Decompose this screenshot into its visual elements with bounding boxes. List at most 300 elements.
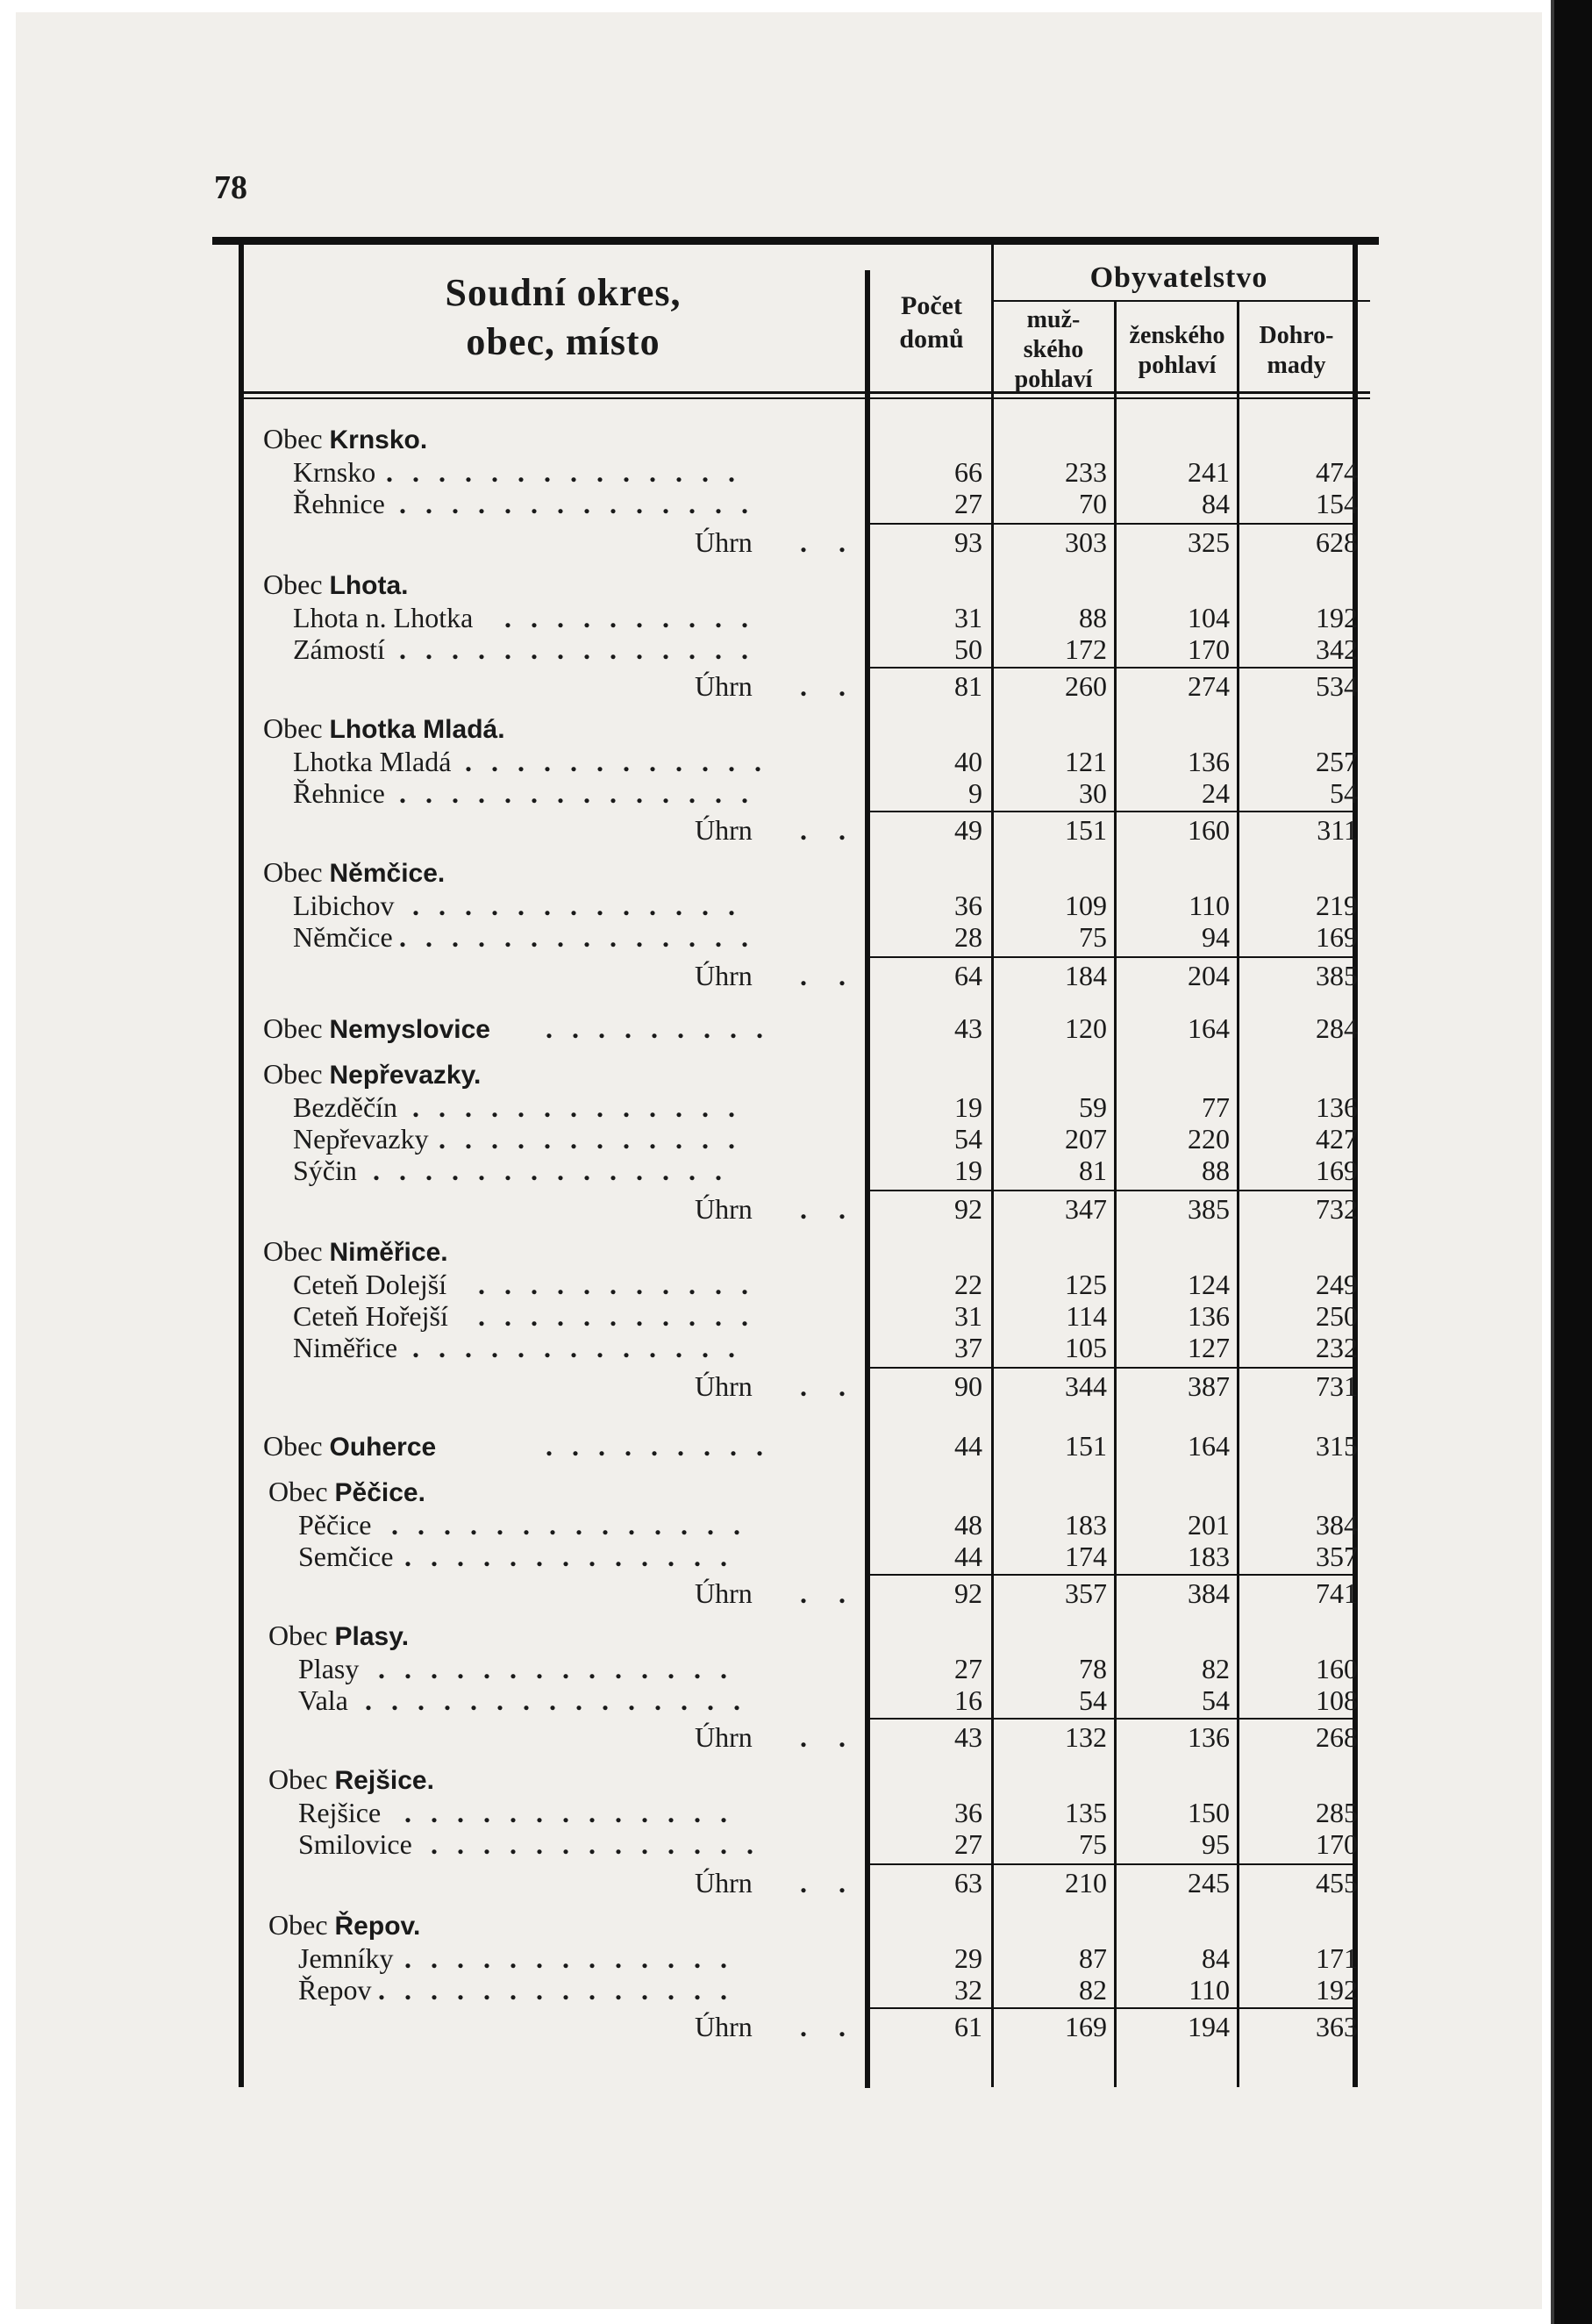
cell-value: 151 [1065, 1430, 1107, 1462]
header-bottom-rule [239, 391, 1370, 394]
place-name: Sýčin [293, 1155, 357, 1186]
cell-value: 104 [1188, 602, 1230, 633]
cell-value: 150 [1188, 1797, 1230, 1828]
cell-value: 172 [1065, 633, 1107, 665]
header-female [1117, 321, 1237, 381]
leader-dots: . . . . . . . . . . [504, 602, 754, 633]
cell-value: 92 [954, 1193, 982, 1225]
cell-value: 170 [1316, 1828, 1358, 1860]
cell-value: 30 [1079, 777, 1107, 809]
cell-value: 114 [1066, 1300, 1107, 1332]
cell-value: 44 [954, 1430, 982, 1462]
obec-name: Plasy. [334, 1622, 410, 1651]
header-houses-line1: Počet [901, 291, 962, 320]
cell-value: 164 [1188, 1012, 1230, 1044]
obec-label [268, 1763, 434, 1797]
table-row [230, 777, 1379, 809]
table-row [230, 1269, 1379, 1300]
cell-value: 220 [1188, 1123, 1230, 1155]
obec-name: Rejšice. [334, 1766, 434, 1795]
cell-value: 127 [1188, 1332, 1230, 1363]
cell-value: 731 [1316, 1370, 1358, 1402]
cell-value: 219 [1316, 890, 1358, 921]
table-row [230, 1541, 1379, 1572]
cell-value: 207 [1065, 1123, 1107, 1155]
place-name: Vala [298, 1684, 348, 1716]
obec-name: Lhota. [329, 571, 409, 600]
cell-value: 19 [954, 1091, 982, 1123]
table-row-obec-heading [230, 1058, 1379, 1090]
cell-value: 37 [954, 1332, 982, 1363]
obec-prefix: Obec [268, 1620, 335, 1651]
table-row-obec-heading [230, 856, 1379, 888]
cell-value: 387 [1188, 1370, 1230, 1402]
header-female-line2: pohlaví [1138, 352, 1217, 379]
cell-value: 474 [1316, 456, 1358, 488]
sum-rule [865, 811, 1358, 812]
cell-value: 59 [1079, 1091, 1107, 1123]
leader-dots: . . . . . . . . . . . . . . . [365, 1684, 746, 1716]
table-row-sum [230, 1721, 1379, 1753]
sum-label: Úhrn [695, 1370, 753, 1402]
cell-value: 70 [1079, 488, 1107, 519]
header-population-group: Obyvatelstvo [1089, 261, 1268, 294]
cell-value: 303 [1065, 526, 1107, 558]
cell-value: 132 [1065, 1721, 1107, 1753]
table-row-obec-heading [230, 712, 1379, 744]
leader-dots: . . . . . . . . . . . . . [431, 1828, 760, 1860]
table-row [230, 890, 1379, 921]
cell-value: 36 [954, 890, 982, 921]
cell-value: 183 [1188, 1541, 1230, 1572]
table-row-sum [230, 1867, 1379, 1899]
table-row [230, 746, 1379, 777]
table-row [230, 1332, 1379, 1363]
cell-value: 315 [1316, 1430, 1358, 1462]
cell-value: 135 [1065, 1797, 1107, 1828]
leader-dots: . . [800, 1193, 858, 1225]
place-name: Ceteň Hořejší [293, 1300, 448, 1332]
obec-label [263, 1430, 436, 1463]
cell-value: 170 [1188, 633, 1230, 665]
cell-value: 232 [1316, 1332, 1358, 1363]
cell-value: 250 [1316, 1300, 1358, 1332]
cell-value: 628 [1316, 526, 1358, 558]
table-row-sum [230, 670, 1379, 702]
cell-value: 22 [954, 1269, 982, 1300]
table-row [230, 1091, 1379, 1123]
cell-value: 233 [1065, 456, 1107, 488]
table-row-sum [230, 1193, 1379, 1225]
cell-value: 27 [954, 488, 982, 519]
table-row-obec-heading [230, 568, 1379, 600]
leader-dots: . . [800, 2011, 858, 2042]
cell-value: 121 [1065, 746, 1107, 777]
cell-value: 108 [1316, 1684, 1358, 1716]
obec-label [263, 856, 445, 890]
cell-value: 31 [954, 602, 982, 633]
cell-value: 136 [1188, 1721, 1230, 1753]
leader-dots: . . . . . . . . . . . . . . [373, 1155, 728, 1186]
cell-value: 344 [1065, 1370, 1107, 1402]
cell-value: 260 [1065, 670, 1107, 702]
cell-value: 164 [1188, 1430, 1230, 1462]
cell-value: 9 [968, 777, 982, 809]
leader-dots: . . . . . . . . . . . [478, 1300, 754, 1332]
cell-value: 110 [1189, 1974, 1230, 2006]
header-location [256, 268, 870, 367]
table-row [230, 1123, 1379, 1155]
obec-prefix: Obec [263, 1058, 330, 1090]
cell-value: 49 [954, 814, 982, 846]
cell-value: 347 [1065, 1193, 1107, 1225]
obec-name: Krnsko. [329, 425, 428, 454]
obec-prefix: Obec [263, 1235, 330, 1267]
place-name: Pěčice [298, 1509, 372, 1541]
cell-value: 184 [1065, 960, 1107, 991]
cell-value: 385 [1316, 960, 1358, 991]
cell-value: 274 [1188, 670, 1230, 702]
cell-value: 105 [1065, 1332, 1107, 1363]
cell-value: 88 [1202, 1155, 1230, 1186]
sum-label: Úhrn [695, 960, 753, 991]
leader-dots: . . . . . . . . . . . . . . [399, 777, 754, 809]
obec-prefix: Obec [263, 423, 330, 454]
cell-value: 32 [954, 1974, 982, 2006]
cell-value: 363 [1316, 2011, 1358, 2042]
cell-value: 43 [954, 1012, 982, 1044]
cell-value: 63 [954, 1867, 982, 1899]
place-name: Libichov [293, 890, 395, 921]
leader-dots: . . . . . . . . . . . . . [404, 1541, 733, 1572]
header-location-line1: Soudní okres, [445, 271, 682, 314]
cell-value: 210 [1065, 1867, 1107, 1899]
header-location-line2: obec, místo [466, 320, 660, 363]
cell-value: 245 [1188, 1867, 1230, 1899]
place-name: Nepřevazky [293, 1123, 429, 1155]
obec-label [263, 423, 427, 456]
place-name: Lhotka Mladá [293, 746, 452, 777]
cell-value: 741 [1316, 1577, 1358, 1609]
leader-dots: . . [800, 1867, 858, 1899]
place-name: Řehnice [293, 488, 385, 519]
cell-value: 194 [1188, 2011, 1230, 2042]
cell-value: 90 [954, 1370, 982, 1402]
obec-name: Řepov. [334, 1912, 421, 1941]
cell-value: 75 [1079, 1828, 1107, 1860]
cell-value: 87 [1079, 1942, 1107, 1974]
cell-value: 31 [954, 1300, 982, 1332]
obec-label [263, 712, 505, 746]
leader-dots: . . . . . . . . . . . . . [404, 1942, 733, 1974]
place-name: Lhota n. Lhotka [293, 602, 474, 633]
cell-value: 124 [1188, 1269, 1230, 1300]
cell-value: 66 [954, 456, 982, 488]
leader-dots: . . . . . . . . . . . . . . [399, 633, 754, 665]
cell-value: 110 [1189, 890, 1230, 921]
leader-dots: . . [800, 814, 858, 846]
cell-value: 249 [1316, 1269, 1358, 1300]
cell-value: 75 [1079, 921, 1107, 953]
cell-value: 54 [954, 1123, 982, 1155]
cell-value: 136 [1188, 746, 1230, 777]
obec-prefix: Obec [263, 1430, 330, 1462]
scan-edge [1551, 0, 1592, 2324]
table-row [230, 456, 1379, 488]
leader-dots: . . [800, 670, 858, 702]
cell-value: 82 [1079, 1974, 1107, 2006]
top-rule [212, 237, 1379, 245]
leader-dots: . . . . . . . . . . . . . . [378, 1653, 733, 1684]
table-row-obec-heading [230, 1620, 1379, 1651]
table-row-obec-heading [230, 1235, 1379, 1267]
place-name: Řehnice [293, 777, 385, 809]
cell-value: 136 [1188, 1300, 1230, 1332]
sum-label: Úhrn [695, 1721, 753, 1753]
obec-label [263, 568, 409, 602]
cell-value: 384 [1188, 1577, 1230, 1609]
place-name: Plasy [298, 1653, 360, 1684]
cell-value: 183 [1065, 1509, 1107, 1541]
cell-value: 64 [954, 960, 982, 991]
cell-value: 169 [1065, 2011, 1107, 2042]
leader-dots: . . . . . . . . . . . . . [404, 1797, 733, 1828]
cell-value: 169 [1316, 1155, 1358, 1186]
obec-prefix: Obec [263, 568, 330, 600]
place-name: Řepov [298, 1974, 372, 2006]
cell-value: 54 [1079, 1684, 1107, 1716]
sum-rule [865, 1574, 1358, 1576]
table-row-obec-single [230, 1430, 1379, 1462]
table-row-sum [230, 1370, 1379, 1402]
cell-value: 16 [954, 1684, 982, 1716]
cell-value: 93 [954, 526, 982, 558]
place-name: Niměřice [293, 1332, 398, 1363]
cell-value: 95 [1202, 1828, 1230, 1860]
header-houses [874, 290, 989, 356]
cell-value: 384 [1316, 1509, 1358, 1541]
table-row-obec-heading [230, 1476, 1379, 1507]
leader-dots: . . . . . . . . . [546, 1430, 769, 1462]
leader-dots: . . . . . . . . . . . . . . [391, 1509, 746, 1541]
cell-value: 40 [954, 746, 982, 777]
obec-label [268, 1909, 420, 1942]
table-row [230, 1300, 1379, 1332]
obec-label [268, 1476, 425, 1509]
leader-dots: . . [800, 1577, 858, 1609]
table-row [230, 488, 1379, 519]
sum-rule [865, 956, 1358, 958]
cell-value: 48 [954, 1509, 982, 1541]
leader-dots: . . . . . . . . . . . . . . [378, 1974, 733, 2006]
place-name: Zámostí [293, 633, 385, 665]
cell-value: 50 [954, 633, 982, 665]
cell-value: 81 [954, 670, 982, 702]
leader-dots: . . . . . . . . . . . [478, 1269, 754, 1300]
obec-name: Ouherce [329, 1433, 437, 1462]
obec-prefix: Obec [268, 1476, 335, 1507]
cell-value: 534 [1316, 670, 1358, 702]
table-row [230, 1828, 1379, 1860]
header-male-line1: muž- [1026, 306, 1081, 333]
obec-prefix: Obec [263, 1012, 330, 1044]
sum-rule [865, 667, 1358, 669]
table-row [230, 1797, 1379, 1828]
cell-value: 385 [1188, 1193, 1230, 1225]
leader-dots: . . . . . . . . . . . . [465, 746, 767, 777]
cell-value: 29 [954, 1942, 982, 1974]
group-rule [991, 300, 1370, 302]
obec-prefix: Obec [268, 1909, 335, 1941]
table-row [230, 1653, 1379, 1684]
cell-value: 357 [1316, 1541, 1358, 1572]
cell-value: 81 [1079, 1155, 1107, 1186]
population-table [230, 237, 1379, 2088]
cell-value: 94 [1202, 921, 1230, 953]
table-row [230, 1155, 1379, 1186]
leader-dots: . . . . . . . . . [546, 1012, 769, 1044]
obec-name: Nepřevazky. [329, 1061, 482, 1090]
sum-rule [865, 1718, 1358, 1720]
obec-name: Niměřice. [329, 1238, 448, 1267]
obec-label [263, 1012, 490, 1046]
sum-label: Úhrn [695, 1193, 753, 1225]
table-row [230, 1509, 1379, 1541]
obec-name: Lhotka Mladá. [329, 715, 505, 744]
cell-value: 257 [1316, 746, 1358, 777]
header-total-line2: mady [1267, 352, 1326, 379]
cell-value: 120 [1065, 1012, 1107, 1044]
table-row-obec-heading [230, 1909, 1379, 1941]
header-male-line2: ského [1023, 336, 1084, 363]
sum-label: Úhrn [695, 526, 753, 558]
leader-dots: . . . . . . . . . . . . [439, 1123, 741, 1155]
cell-value: 174 [1065, 1541, 1107, 1572]
place-name: Němčice [293, 921, 393, 953]
table-row [230, 1684, 1379, 1716]
cell-value: 54 [1330, 777, 1358, 809]
table-row [230, 921, 1379, 953]
cell-value: 192 [1316, 602, 1358, 633]
cell-value: 241 [1188, 456, 1230, 488]
cell-value: 169 [1316, 921, 1358, 953]
sum-label: Úhrn [695, 814, 753, 846]
table-row-obec-single [230, 1012, 1379, 1044]
cell-value: 88 [1079, 602, 1107, 633]
cell-value: 201 [1188, 1509, 1230, 1541]
leader-dots: . . . . . . . . . . . . . . [386, 456, 741, 488]
cell-value: 136 [1316, 1091, 1358, 1123]
cell-value: 78 [1079, 1653, 1107, 1684]
sum-rule [865, 1367, 1358, 1369]
leader-dots: . . . . . . . . . . . . . . [399, 488, 754, 519]
place-name: Jemníky [298, 1942, 394, 1974]
cell-value: 204 [1188, 960, 1230, 991]
leader-dots: . . . . . . . . . . . . . [412, 1091, 741, 1123]
place-name: Smilovice [298, 1828, 412, 1860]
table-row-sum [230, 814, 1379, 846]
sum-label: Úhrn [695, 2011, 753, 2042]
cell-value: 342 [1316, 633, 1358, 665]
place-name: Bezděčín [293, 1091, 398, 1123]
cell-value: 311 [1317, 814, 1358, 846]
cell-value: 125 [1065, 1269, 1107, 1300]
sum-label: Úhrn [695, 1867, 753, 1899]
cell-value: 61 [954, 2011, 982, 2042]
obec-name: Pěčice. [334, 1478, 425, 1507]
table-row [230, 1942, 1379, 1974]
leader-dots: . . [800, 960, 858, 991]
cell-value: 84 [1202, 1942, 1230, 1974]
cell-value: 28 [954, 921, 982, 953]
place-name: Semčice [298, 1541, 394, 1572]
cell-value: 160 [1188, 814, 1230, 846]
table-row-sum [230, 526, 1379, 558]
place-name: Rejšice [298, 1797, 382, 1828]
leader-dots: . . . . . . . . . . . . . [412, 1332, 741, 1363]
cell-value: 284 [1316, 1012, 1358, 1044]
header-total [1240, 321, 1353, 381]
sum-rule [865, 2007, 1358, 2009]
header-female-line1: ženského [1129, 322, 1225, 349]
cell-value: 427 [1316, 1123, 1358, 1155]
cell-value: 160 [1316, 1653, 1358, 1684]
place-name: Ceteň Dolejší [293, 1269, 447, 1300]
cell-value: 92 [954, 1577, 982, 1609]
place-name: Krnsko [293, 456, 376, 488]
cell-value: 27 [954, 1653, 982, 1684]
cell-value: 285 [1316, 1797, 1358, 1828]
header-bottom-rule-2 [239, 397, 1370, 399]
sum-rule [865, 1190, 1358, 1191]
cell-value: 171 [1316, 1942, 1358, 1974]
table-row [230, 633, 1379, 665]
cell-value: 19 [954, 1155, 982, 1186]
page-number: 78 [214, 169, 247, 206]
cell-value: 192 [1316, 1974, 1358, 2006]
header-houses-line2: domů [899, 325, 964, 354]
obec-prefix: Obec [263, 712, 330, 744]
table-row [230, 1974, 1379, 2006]
cell-value: 84 [1202, 488, 1230, 519]
leader-dots: . . [800, 1721, 858, 1753]
cell-value: 151 [1065, 814, 1107, 846]
table-row-sum [230, 960, 1379, 991]
obec-label [263, 1235, 448, 1269]
header-male-line3: pohlaví [1014, 366, 1093, 393]
table-row-obec-heading [230, 1763, 1379, 1795]
sum-rule [865, 1863, 1358, 1865]
obec-name: Nemyslovice [329, 1015, 490, 1044]
obec-label [268, 1620, 409, 1653]
cell-value: 44 [954, 1541, 982, 1572]
cell-value: 268 [1316, 1721, 1358, 1753]
leader-dots: . . . . . . . . . . . . . [412, 890, 741, 921]
cell-value: 82 [1202, 1653, 1230, 1684]
cell-value: 109 [1065, 890, 1107, 921]
table-row-sum [230, 2011, 1379, 2042]
leader-dots: . . [800, 526, 858, 558]
cell-value: 36 [954, 1797, 982, 1828]
header-total-line1: Dohro- [1259, 322, 1334, 349]
cell-value: 27 [954, 1828, 982, 1860]
leader-dots: . . . . . . . . . . . . . . [399, 921, 754, 953]
table-row [230, 602, 1379, 633]
obec-label [263, 1058, 481, 1091]
cell-value: 732 [1316, 1193, 1358, 1225]
cell-value: 54 [1202, 1684, 1230, 1716]
obec-prefix: Obec [268, 1763, 335, 1795]
